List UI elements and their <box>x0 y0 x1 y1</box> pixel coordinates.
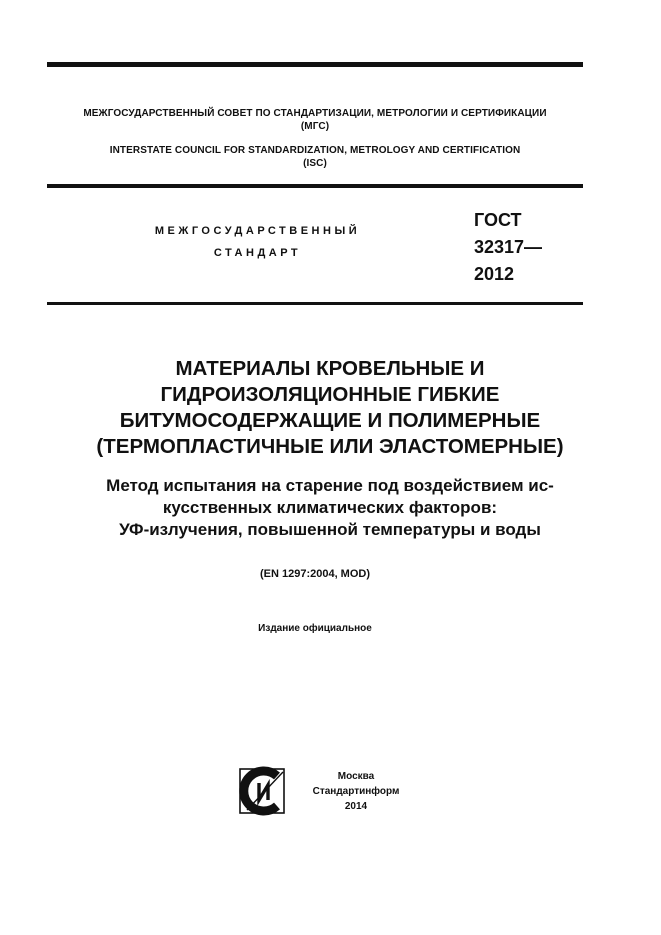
standartinform-logo-icon <box>237 766 287 816</box>
en-reference: (EN 1297:2004, MOD) <box>259 568 371 580</box>
council-en-name: INTERSTATE COUNCIL FOR STANDARDIZATION, METROLOGY AND CERTIFICATION <box>109 145 521 156</box>
bottom-rule <box>47 302 583 305</box>
document-subtitle <box>30 475 630 541</box>
council-ru <box>47 107 583 133</box>
subtitle-line: кусственных климатических факторов: <box>162 498 498 517</box>
title-line: ГИДРОИЗОЛЯЦИОННЫЕ ГИБКИЕ <box>160 383 500 406</box>
gost-year: 2012 <box>474 264 515 284</box>
publisher-block <box>296 769 416 814</box>
title-line: (ТЕРМОПЛАСТИЧНЫЕ ИЛИ ЭЛАСТОМЕРНЫЕ) <box>96 435 564 458</box>
standard-kind-line2: СТАНДАРТ <box>213 247 302 259</box>
gost-label: ГОСТ <box>474 210 522 230</box>
gost-number: 32317— <box>474 237 543 257</box>
title-line: БИТУМОСОДЕРЖАЩИЕ И ПОЛИМЕРНЫЕ <box>119 409 541 432</box>
subtitle-line: УФ-излучения, повышенной температуры и воды <box>119 520 541 539</box>
publisher-city: Москва <box>337 771 375 782</box>
council-ru-abbr: (МГС) <box>300 121 330 132</box>
council-en-abbr: (ISC) <box>303 158 327 169</box>
title-line: МАТЕРИАЛЫ КРОВЕЛЬНЫЕ И <box>175 357 485 380</box>
gost-designation <box>474 207 542 288</box>
top-rule <box>47 62 583 67</box>
publisher-year: 2014 <box>344 801 368 812</box>
standard-kind-line1: МЕЖГОСУДАРСТВЕННЫЙ <box>154 225 361 237</box>
council-ru-name: МЕЖГОСУДАРСТВЕННЫЙ СОВЕТ ПО СТАНДАРТИЗАЦИИ, МЕТРОЛОГИИ И СЕРТИФИКАЦИИ <box>83 108 547 119</box>
edition-note: Издание официальное <box>258 623 372 634</box>
subtitle-line: Метод испытания на старение под воздействием ис- <box>106 476 554 495</box>
publisher-name: Стандартинформ <box>312 786 400 797</box>
document-title <box>40 356 620 460</box>
middle-rule <box>47 184 583 188</box>
council-en <box>47 144 583 170</box>
